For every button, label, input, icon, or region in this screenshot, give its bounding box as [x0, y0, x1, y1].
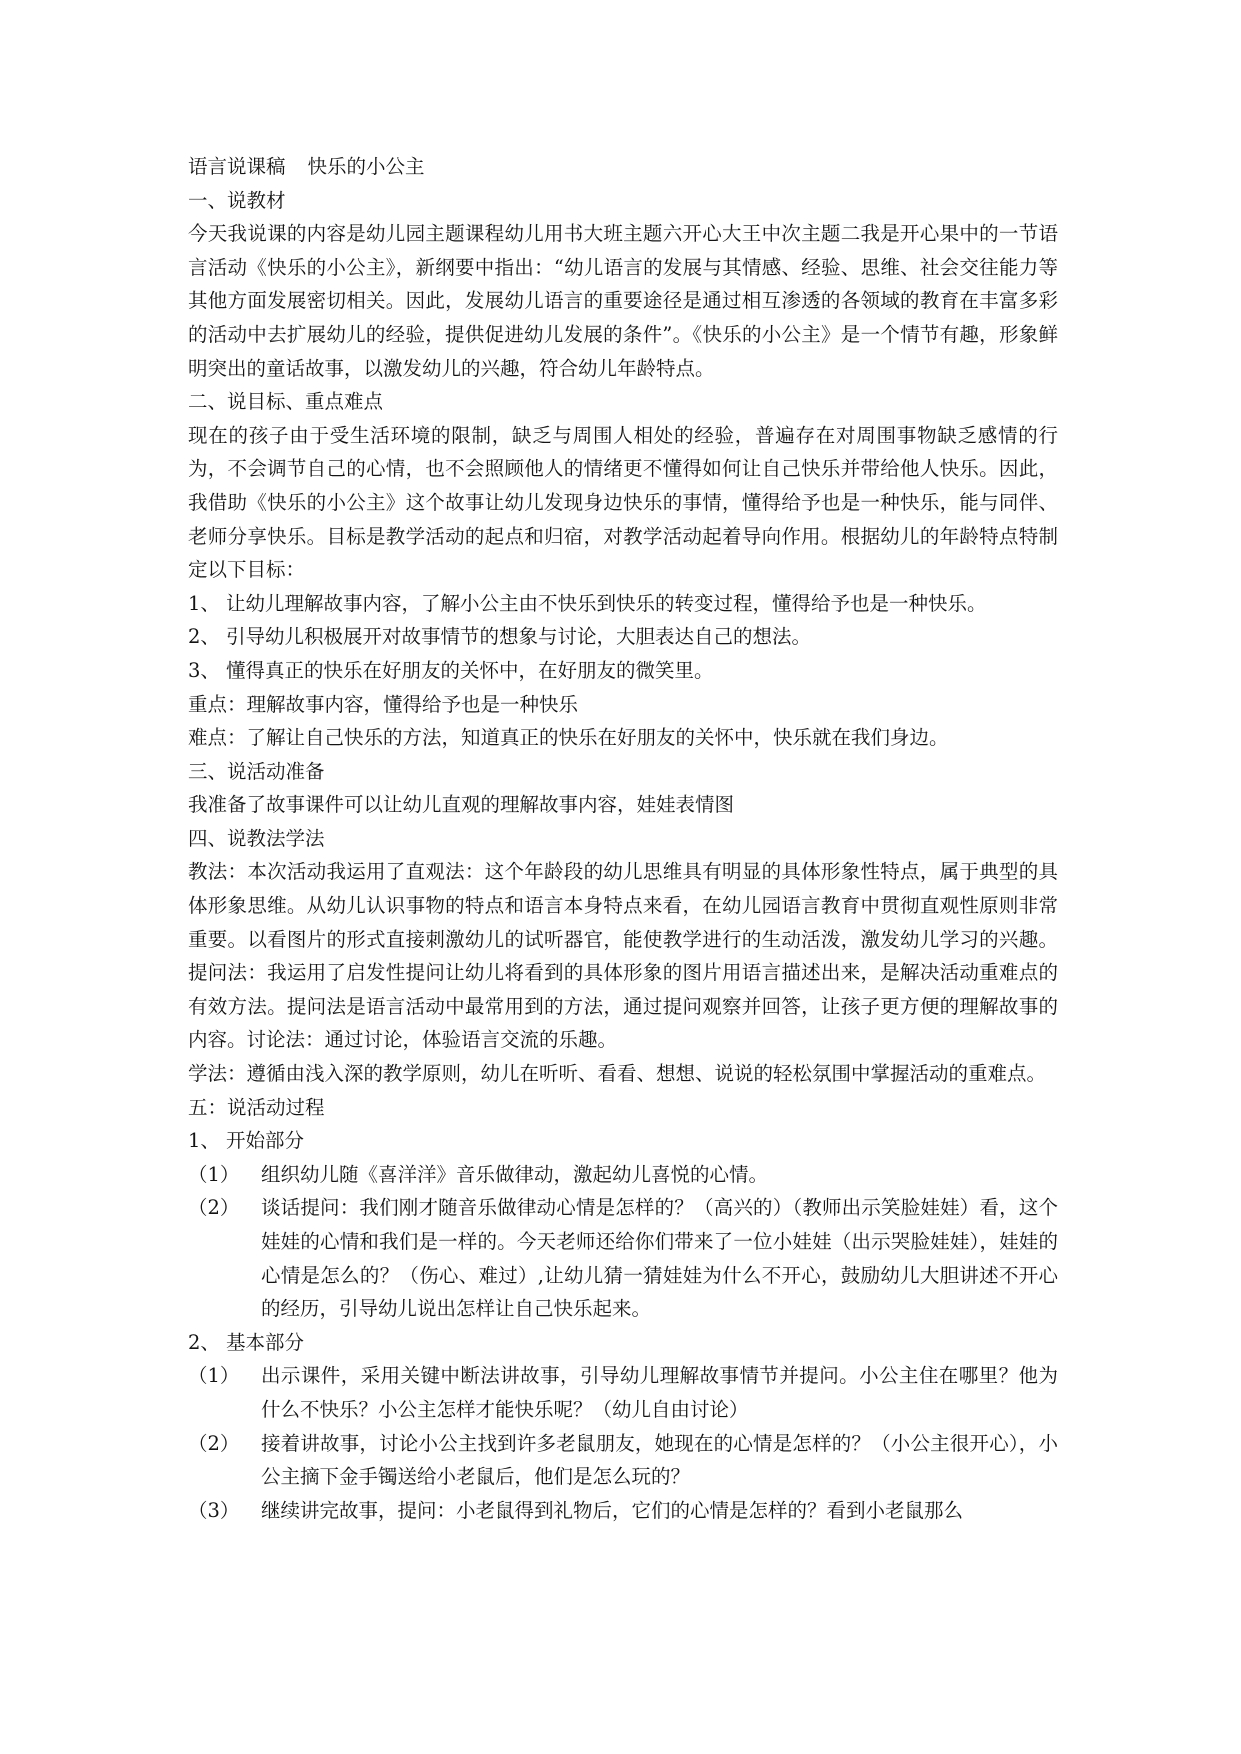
paragraph-learning-method: 学法：遵循由浅入深的教学原则，幼儿在听听、看看、想想、说说的轻松氛围中掌握活动的重难点。 — [188, 1062, 1047, 1086]
step-text: 继续讲完故事，提问：小老鼠得到礼物后，它们的心情是怎样的？看到小老鼠那么 — [261, 1498, 964, 1522]
paragraph-textbook: 今天我说课的内容是幼儿园主题课程幼儿用书大班主题六开心大王中次主题二我是开心果中的一节语言活动《快乐的小公主》，新纲要中指出：“幼儿语言的发展与其情感、经验、思维、社会交往能力等其他方面发展密切相关。因此，发展幼儿语言的重要途径是通过相互渗透的各领域的教育在丰富多彩的活动中去扩展幼儿的经验，提供促进幼儿发展的条件”。《快乐的小公主》是一个情节有趣，形象鲜明突出的童话故事，以激发幼儿的兴趣，符合幼儿年龄特点。 — [188, 222, 1058, 380]
section-heading-methods: 四、说教法学法 — [188, 826, 325, 850]
goal-text: 懂得真正的快乐在好朋友的关怀中，在好朋友的微笑里。 — [226, 658, 714, 682]
section-heading-process: 五：说活动过程 — [188, 1095, 325, 1119]
paragraph-preparation: 我准备了故事课件可以让幼儿直观的理解故事内容，娃娃表情图 — [188, 793, 735, 817]
goal-item — [188, 587, 1058, 621]
key-point: 重点：理解故事内容，懂得给予也是一种快乐 — [188, 692, 579, 716]
part-title: 开始部分 — [226, 1129, 305, 1153]
difficulty: 难点：了解让自己快乐的方法，知道真正的快乐在好朋友的关怀中，快乐就在我们身边。 — [188, 726, 949, 750]
step-text: 谈话提问：我们刚才随音乐做律动心情是怎样的？（高兴的）（教师出示笑脸娃娃）看，这个娃娃的心情和我们是一样的。今天老师还给你们带来了一位小娃娃（出示哭脸娃娃），娃娃的心情是怎么的？（伤心、难过）,让幼儿猜一猜娃娃为什么不开心，鼓励幼儿大胆讲述不开心的经历，引导幼儿说出怎样让自己快乐起来。 — [261, 1196, 1058, 1321]
goal-number: 3、 — [188, 658, 220, 682]
process-part — [188, 1326, 1058, 1360]
process-step — [188, 1494, 1058, 1528]
step-number: （2） — [188, 1196, 240, 1220]
step-number: （2） — [188, 1431, 240, 1455]
part-number: 2、 — [188, 1330, 220, 1354]
title-main: 语言说课稿 — [188, 155, 286, 178]
step-number: （1） — [188, 1364, 240, 1388]
step-number: （3） — [188, 1498, 240, 1522]
goal-text: 让幼儿理解故事内容，了解小公主由不快乐到快乐的转变过程，懂得给予也是一种快乐。 — [226, 591, 987, 615]
goal-number: 1、 — [188, 591, 220, 615]
goal-text: 引导幼儿积极展开对故事情节的想象与讨论，大胆表达自己的想法。 — [226, 625, 812, 649]
process-step — [188, 1158, 1058, 1192]
goal-number: 2、 — [188, 625, 220, 649]
document-page — [188, 150, 1058, 1527]
step-text: 组织幼儿随《喜洋洋》音乐做律动，激起幼儿喜悦的心情。 — [261, 1162, 769, 1186]
step-text: 接着讲故事，讨论小公主找到许多老鼠朋友，她现在的心情是怎样的？（小公主很开心），小公主摘下金手镯送给小老鼠后，他们是怎么玩的？ — [261, 1431, 1058, 1489]
goal-item — [188, 620, 1058, 654]
part-title: 基本部分 — [226, 1330, 305, 1354]
section-heading-preparation: 三、说活动准备 — [188, 759, 325, 783]
step-number: （1） — [188, 1162, 240, 1186]
section-heading-textbook: 一、说教材 — [188, 188, 286, 212]
part-number: 1、 — [188, 1129, 220, 1153]
document-title — [188, 150, 1058, 184]
paragraph-teaching-method: 教法：本次活动我运用了直观法：这个年龄段的幼儿思维具有明显的具体形象性特点，属于典型的具体形象思维。从幼儿认识事物的特点和语言本身特点来看，在幼儿园语言教育中贯彻直观性原则非常重要。以看图片的形式直接刺激幼儿的试听器官，能使教学进行的生动活泼，激发幼儿学习的兴趣。提问法：我运用了启发性提问让幼儿将看到的具体形象的图片用语言描述出来，是解决活动重难点的有效方法。提问法是语言活动中最常用到的方法，通过提问观察并回答，让孩子更方便的理解故事的内容。讨论法：通过讨论，体验语言交流的乐趣。 — [188, 860, 1058, 1052]
process-step — [188, 1359, 1058, 1426]
goal-item — [188, 654, 1058, 688]
process-part — [188, 1124, 1058, 1158]
section-heading-goals: 二、说目标、重点难点 — [188, 390, 384, 414]
title-sub: 快乐的小公主 — [307, 155, 425, 178]
paragraph-goals: 现在的孩子由于受生活环境的限制，缺乏与周围人相处的经验，普遍存在对周围事物缺乏感情的行为，不会调节自己的心情，也不会照顾他人的情绪更不懂得如何让自己快乐并带给他人快乐。因此，我借助《快乐的小公主》这个故事让幼儿发现身边快乐的事情，懂得给予也是一种快乐，能与同伴、老师分享快乐。目标是教学活动的起点和归宿，对教学活动起着导向作用。根据幼儿的年龄特点特制定以下目标： — [188, 423, 1058, 582]
step-text: 出示课件，采用关键中断法讲故事，引导幼儿理解故事情节并提问。小公主住在哪里？他为什么不快乐？小公主怎样才能快乐呢？（幼儿自由讨论） — [261, 1364, 1058, 1421]
process-step — [188, 1191, 1058, 1325]
process-step — [188, 1427, 1058, 1494]
